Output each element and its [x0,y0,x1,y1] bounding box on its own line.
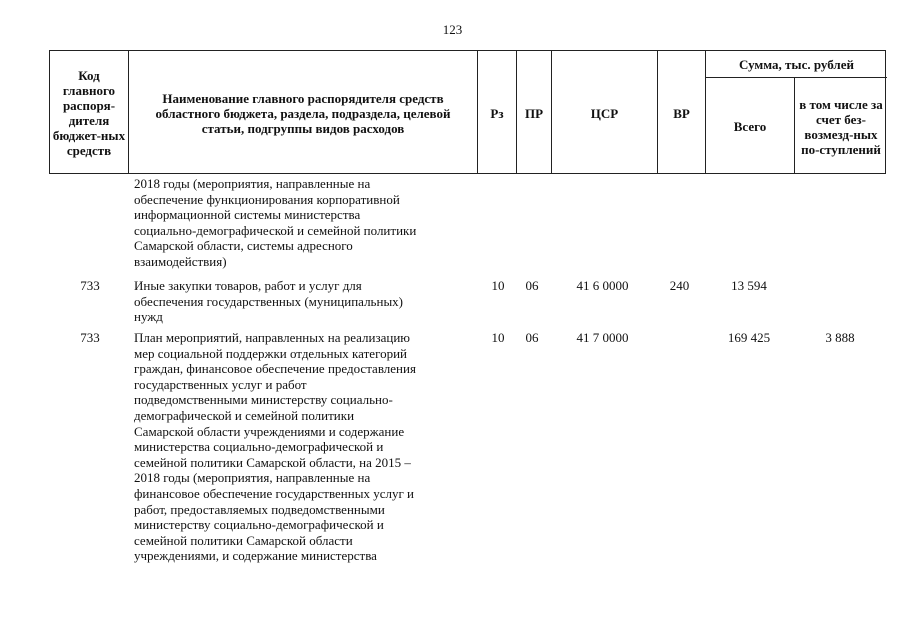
header-gratis: в том числе за счет без-возмезд-ных по-ступлений [799,96,883,157]
row-code: 733 [80,278,100,293]
header-csr: ЦСР [590,105,619,121]
header-total: Всего [733,119,767,134]
header-pr: ПР [524,105,544,121]
page-number: 123 [442,22,463,37]
row-total: 169 425 [727,330,771,345]
table-header [49,50,886,174]
row-pr: 06 [525,278,539,293]
row-name: План мероприятий, направленных на реализацию мер социальной поддержки отдельных категорий граждан, финансовое обеспечение предоставления государственных услуг и работ подведомственными министерству социально- демографической и семейной политики Самарской области учреждениями и содержание министерства социально-демографической и семейной политики Самарской области, на 2015 – 2018 годы (мероприятия, направленные на финансовое обеспечение государственных услуг и работ, предоставляемых подведомственными министерству социально-демографической и семейной политики Самарской области учреждениями, и содержание министерства [134,330,416,564]
row-rz: 10 [491,330,505,345]
header-rz: Рз [490,105,504,121]
header-vr: ВР [673,105,690,121]
continuation-text: 2018 годы (мероприятия, направленные на обеспечение функционирования корпоративной информационной системы министерства социально-демографической и семейной политики Самарской области, системы адресного взаимодействия) [134,176,417,269]
row-code: 733 [80,330,100,345]
header-code: Код главного распоря-дителя бюджет-ных средств [52,68,126,158]
row-rz: 10 [491,278,505,293]
row-gratis: 3 888 [825,330,855,345]
header-sum-group: Сумма, тыс. рублей [739,56,854,72]
row-pr: 06 [525,330,539,345]
row-csr: 41 6 0000 [576,278,629,293]
row-vr: 240 [669,278,690,293]
header-name: Наименование главного распорядителя средств областного бюджета, раздела, подраздела, целевой статьи, подгруппы видов расходов [155,90,451,136]
row-total: 13 594 [731,278,767,293]
row-name: Иные закупки товаров, работ и услуг для обеспечения государственных (муниципальных) нужд [134,278,404,325]
row-csr: 41 7 0000 [576,330,629,345]
